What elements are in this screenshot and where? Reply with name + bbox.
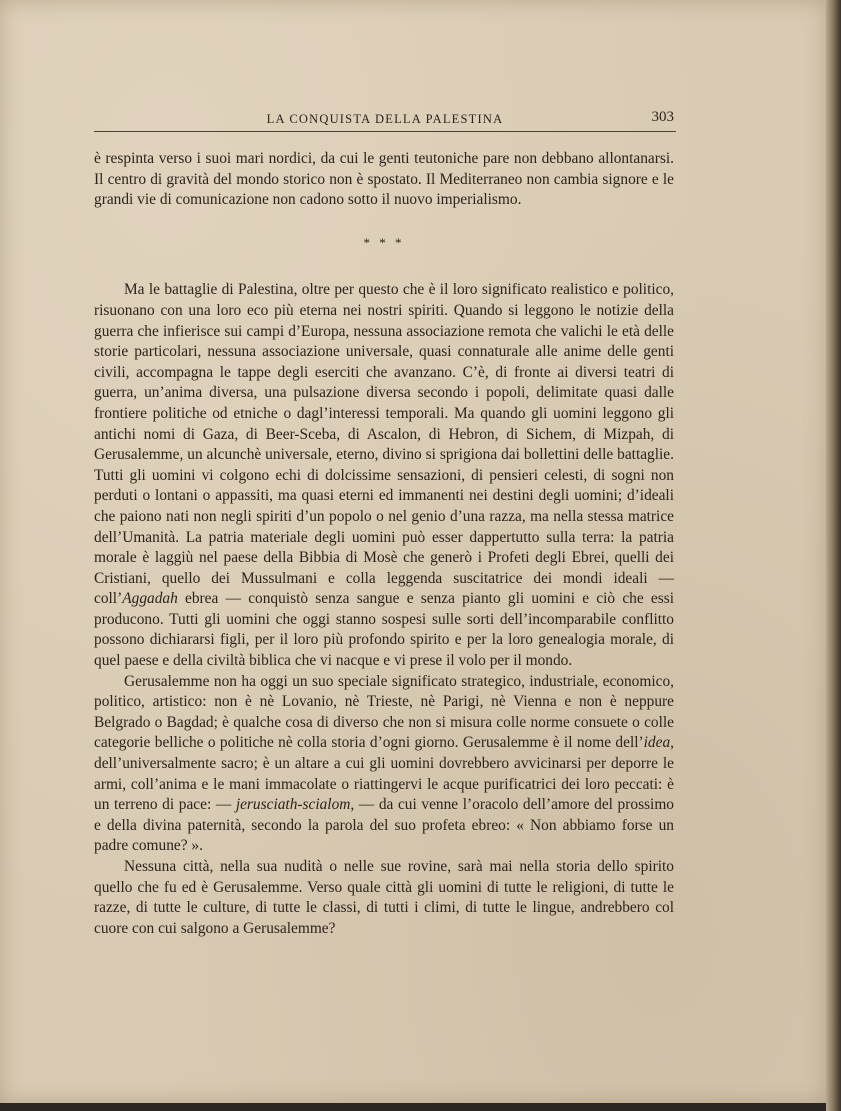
jerusciath-term: jerusciath-scialom, — [235, 796, 355, 814]
paragraph-jerusalem-text-c: — da cui venne l’oracolo dell’amore del prossimo e della divina paternità, secondo la parola del suo profeta ebreo: « Non abbiamo forse un padre comune? ». — [94, 796, 674, 855]
aggadah-term: Aggadah — [122, 590, 178, 608]
section-separator: * * * — [363, 234, 405, 250]
page-edge-shadow — [826, 0, 841, 1111]
paragraph-continued: è respinta verso i suoi mari nordici, da cui le genti teutoniche pare non debbano allontanarsi. Il centro di gravità del mondo storico non è spostato. Il Mediterraneo non cambia signore e le grandi vie di comunicazione non cadono sotto il nuovo imperialismo. — [94, 150, 674, 209]
running-title: LA CONQUISTA DELLA PALESTINA — [266, 112, 504, 126]
paragraph-battles-text-b: ebrea — conquistò senza sangue e senza pianto gli uomini e ciò che essi producono. Tutti gli uomini che oggi stanno sospesi sulle sorti dell’incomparabile conflitto possono dichiararsi figli, per il loro più profondo spirito e per la loro genealogia morale, di quel paese e della civiltà biblica che vi nacque e vi prese il volo per il mondo. — [94, 590, 674, 670]
paragraph-battles — [94, 280, 674, 671]
running-header — [94, 109, 676, 132]
paragraph-closing: Nessuna città, nella sua nudità o nelle sue rovine, sarà mai nella storia dello spirito quello che fu ed è Gerusalemme. Verso quale città gli uomini di tutte le religioni, di tutte le razze, di tutte le culture, di tutte le classi, di tutti i climi, di tutte le lingue, andrebbero col cuore con cui salgono a Gerusalemme? — [94, 858, 674, 937]
paragraph-battles-text-a: Ma le battaglie di Palestina, oltre per questo che è il loro significato realistico e politico, risuonano con una loro eco più eterna nei nostri spiriti. Quando si leggono le notizie della guerra che infierisce sui campi d’Europa, nessuna associazione remota che valichi le età delle storie particolari, nessuna associazione universale, quasi connaturale alle anime delle genti civili, accompagna le tappe degli eserciti che avanzano. C’è, di fronte ai diversi teatri di guerra, un’anima diversa, una pulsazione diversa secondo i popoli, delimitate quasi dalle frontiere politiche od etniche o dagl’interessi temporali. Ma quando gli uomini leggono gli antichi nomi di Gaza, di Beer-Sceba, di Ascalon, di Hebron, di Sichem, di Mizpah, di Gerusalemme, un alcunchè universale, eterno, divino si sprigiona dai bollettini delle battaglie. Tutti gli uomini vi colgono echi di dolcissime sensazioni, di pensieri celesti, di sogni non perduti o lontani o appassiti, ma quasi eterni ed immanenti nei destini degli uomini; d’ideali che paiono nati non negli spiriti d’un popolo o nel genio d’una razza, ma nella stessa matrice dell’Umanità. La patria materiale degli uomini può esser dappertutto sulla terra: la patria morale è laggiù nel paese della Bibbia di Mosè che generò i Profeti degli Ebrei, quelli dei Cristiani, quello dei Mussulmani e colla leggenda suscitatrice dei mondi ideali — coll’ — [94, 281, 674, 608]
body-text — [94, 149, 674, 939]
paragraph-jerusalem-text-a: Gerusalemme non ha oggi un suo speciale significato strategico, industriale, economico, politico, artistico: non è nè Lovanio, nè Trieste, nè Parigi, nè Vienna e non è neppure Belgrado o Bagdad; è qualche cosa di diverso che non si misura colle norme consuete o colle categorie belliche o politiche nè colla storia d’ogni giorno. Gerusalemme è il nome dell’ — [94, 672, 674, 752]
paragraph-jerusalem-text-b: , dell’universalmente sacro; è un altare a cui gli uomini dovrebbero avvicinarsi per deporre le armi, coll’anima e le mani immacolate o riattingervi le acque purificatrici dei loro peccati: è un terreno di pace: — — [94, 734, 674, 814]
paragraph-jerusalem — [94, 672, 674, 857]
idea-term: idea — [643, 734, 671, 752]
page-number: 303 — [651, 109, 674, 125]
